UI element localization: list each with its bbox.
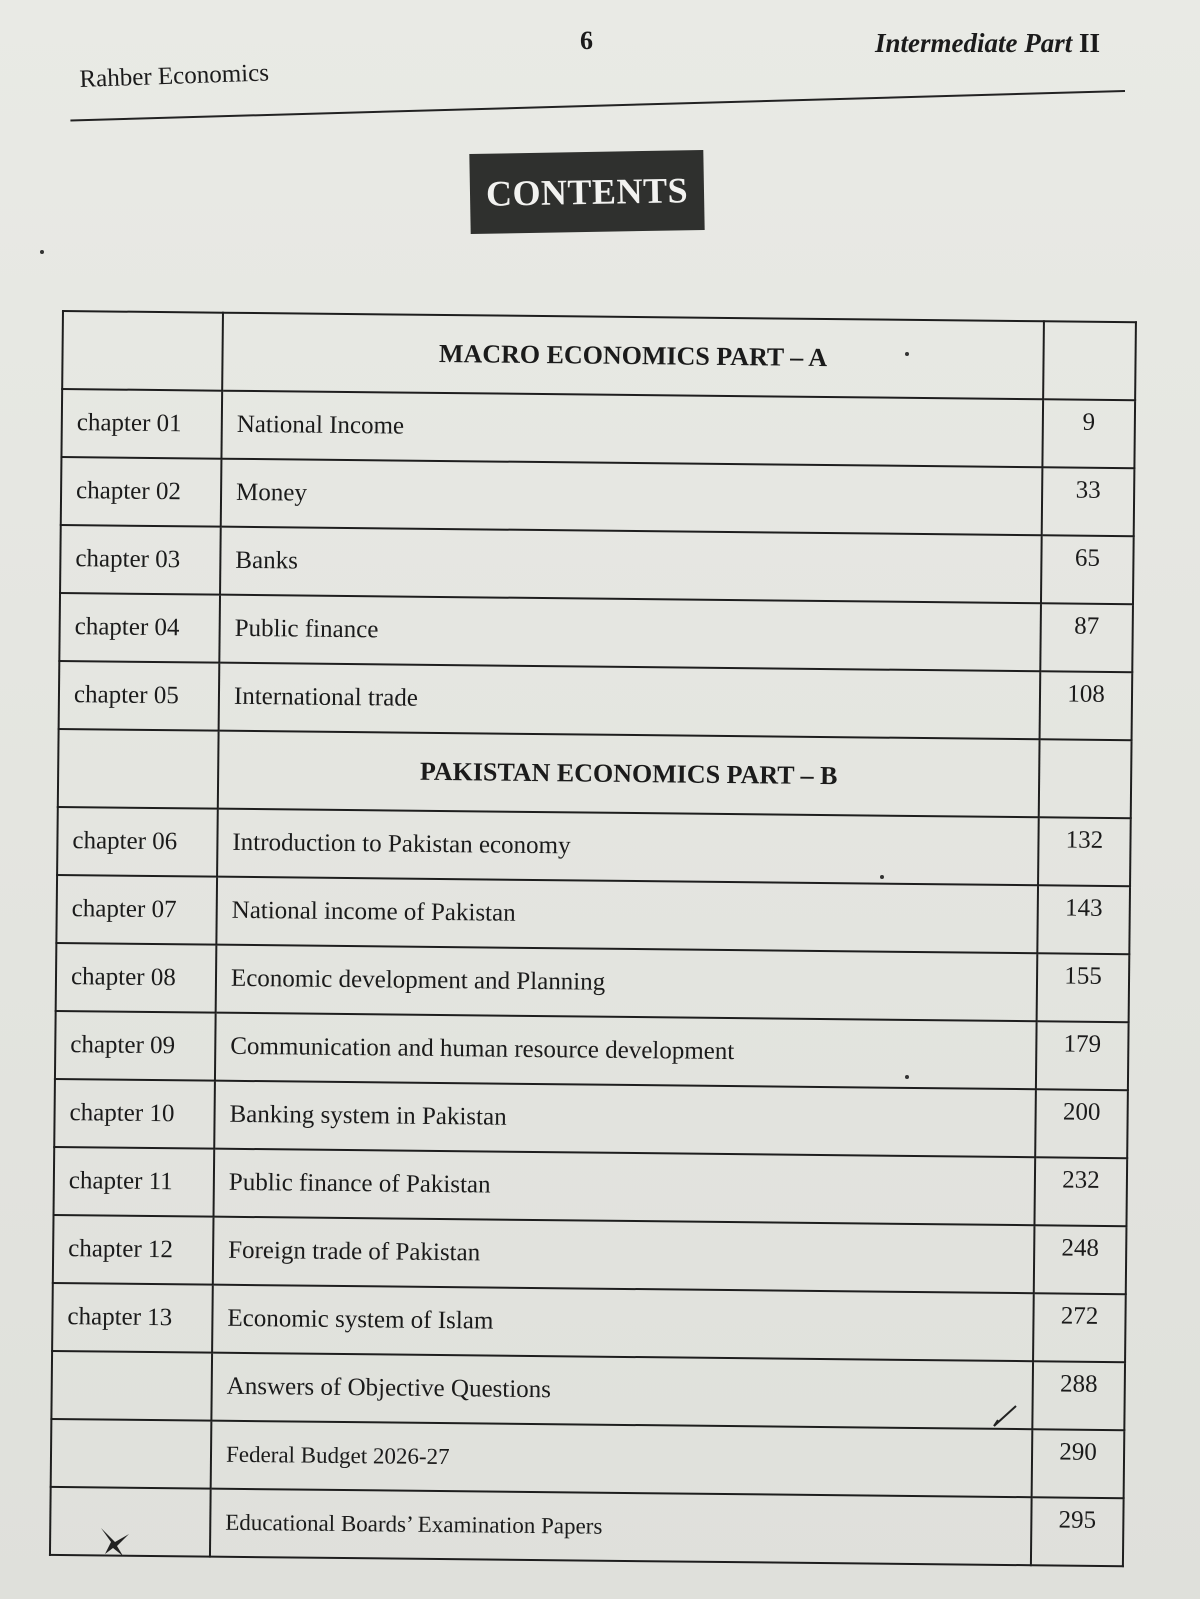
chapter-page: 248 [1034, 1225, 1127, 1294]
chapter-number: chapter 04 [59, 593, 220, 663]
chapter-title: Answers of Objective Questions [211, 1353, 1033, 1430]
ink-blot [95, 1520, 135, 1560]
section-header-row [58, 729, 1132, 818]
chapter-title: Introduction to Pakistan economy [217, 809, 1039, 886]
table-of-contents [62, 310, 1137, 1556]
chapter-title: Public finance [219, 595, 1041, 672]
toc-row [54, 1079, 1128, 1158]
chapter-number: chapter 01 [61, 389, 222, 459]
chapter-page: 288 [1032, 1361, 1125, 1430]
toc-row [51, 1419, 1125, 1498]
page-number: 6 [580, 26, 593, 55]
toc-row [61, 389, 1135, 468]
chapter-page: 290 [1032, 1429, 1125, 1498]
toc-row [54, 1147, 1128, 1226]
contents-banner: CONTENTS [469, 150, 704, 234]
empty-cell [58, 729, 219, 809]
empty-cell [1043, 321, 1136, 400]
chapter-number: chapter 02 [61, 457, 222, 527]
toc-row [59, 593, 1133, 672]
chapter-page: 108 [1040, 671, 1133, 740]
paper-speck [905, 1075, 909, 1079]
chapter-number: chapter 13 [52, 1283, 213, 1353]
chapter-number: chapter 09 [55, 1011, 216, 1081]
toc-row [53, 1215, 1127, 1294]
toc-row [60, 525, 1134, 604]
chapter-page: 33 [1042, 467, 1135, 536]
toc-row [51, 1351, 1125, 1430]
chapter-title: Banks [220, 527, 1042, 604]
chapter-number: chapter 10 [54, 1079, 215, 1149]
chapter-number [51, 1351, 212, 1421]
toc-row [50, 1487, 1124, 1566]
chapter-title: International trade [219, 663, 1041, 740]
chapter-page: 272 [1033, 1293, 1126, 1362]
toc-row [61, 457, 1135, 536]
chapter-page: 143 [1037, 885, 1130, 954]
chapter-title: Educational Boards’ Examination Papers [210, 1489, 1032, 1566]
chapter-page: 155 [1037, 953, 1130, 1022]
toc-row [56, 943, 1130, 1022]
chapter-number: chapter 03 [60, 525, 221, 595]
pen-tick-mark [990, 1400, 1020, 1430]
part-label [875, 28, 1100, 59]
chapter-page: 200 [1035, 1089, 1128, 1158]
chapter-page: 132 [1038, 817, 1131, 886]
chapter-page: 9 [1042, 399, 1135, 468]
chapter-title: Public finance of Pakistan [214, 1149, 1036, 1226]
empty-cell [62, 311, 223, 391]
toc-row [59, 661, 1133, 740]
paper-speck [880, 875, 884, 879]
paper-speck [905, 352, 909, 356]
book-title: Rahber Economics [79, 59, 270, 94]
chapter-page: 232 [1034, 1157, 1127, 1226]
empty-cell [1039, 739, 1132, 818]
running-header [70, 18, 1120, 94]
section-title-b: PAKISTAN ECONOMICS PART – B [218, 731, 1040, 818]
chapter-title: National Income [221, 391, 1043, 468]
chapter-title: Economic development and Planning [216, 945, 1038, 1022]
toc-row [55, 1011, 1129, 1090]
toc-row [52, 1283, 1126, 1362]
chapter-number: chapter 05 [59, 661, 220, 731]
toc-row [57, 807, 1131, 886]
chapter-number: chapter 07 [56, 875, 217, 945]
chapter-title: National income of Pakistan [216, 877, 1038, 954]
chapter-page: 295 [1031, 1497, 1124, 1566]
toc-table [49, 310, 1137, 1567]
chapter-title: Communication and human resource development [215, 1013, 1037, 1090]
toc-row [56, 875, 1130, 954]
part-label-text: Intermediate Part [874, 28, 1073, 58]
section-header-row [62, 311, 1136, 400]
chapter-title: Money [221, 459, 1043, 536]
part-roman-numeral: II [1078, 28, 1100, 58]
chapter-number: chapter 06 [57, 807, 218, 877]
chapter-page: 179 [1036, 1021, 1129, 1090]
chapter-number [51, 1419, 212, 1489]
section-title-a: MACRO ECONOMICS PART – A [222, 313, 1044, 400]
chapter-page: 87 [1040, 603, 1133, 672]
chapter-title: Federal Budget 2026-27 [211, 1421, 1033, 1498]
chapter-number: chapter 11 [54, 1147, 215, 1217]
chapter-title: Foreign trade of Pakistan [213, 1217, 1035, 1294]
paper-speck [40, 250, 44, 254]
header-rule [70, 90, 1125, 121]
chapter-title: Economic system of Islam [212, 1285, 1034, 1362]
chapter-number: chapter 12 [53, 1215, 214, 1285]
chapter-page: 65 [1041, 535, 1134, 604]
chapter-number: chapter 08 [56, 943, 217, 1013]
chapter-title: Banking system in Pakistan [214, 1081, 1036, 1158]
